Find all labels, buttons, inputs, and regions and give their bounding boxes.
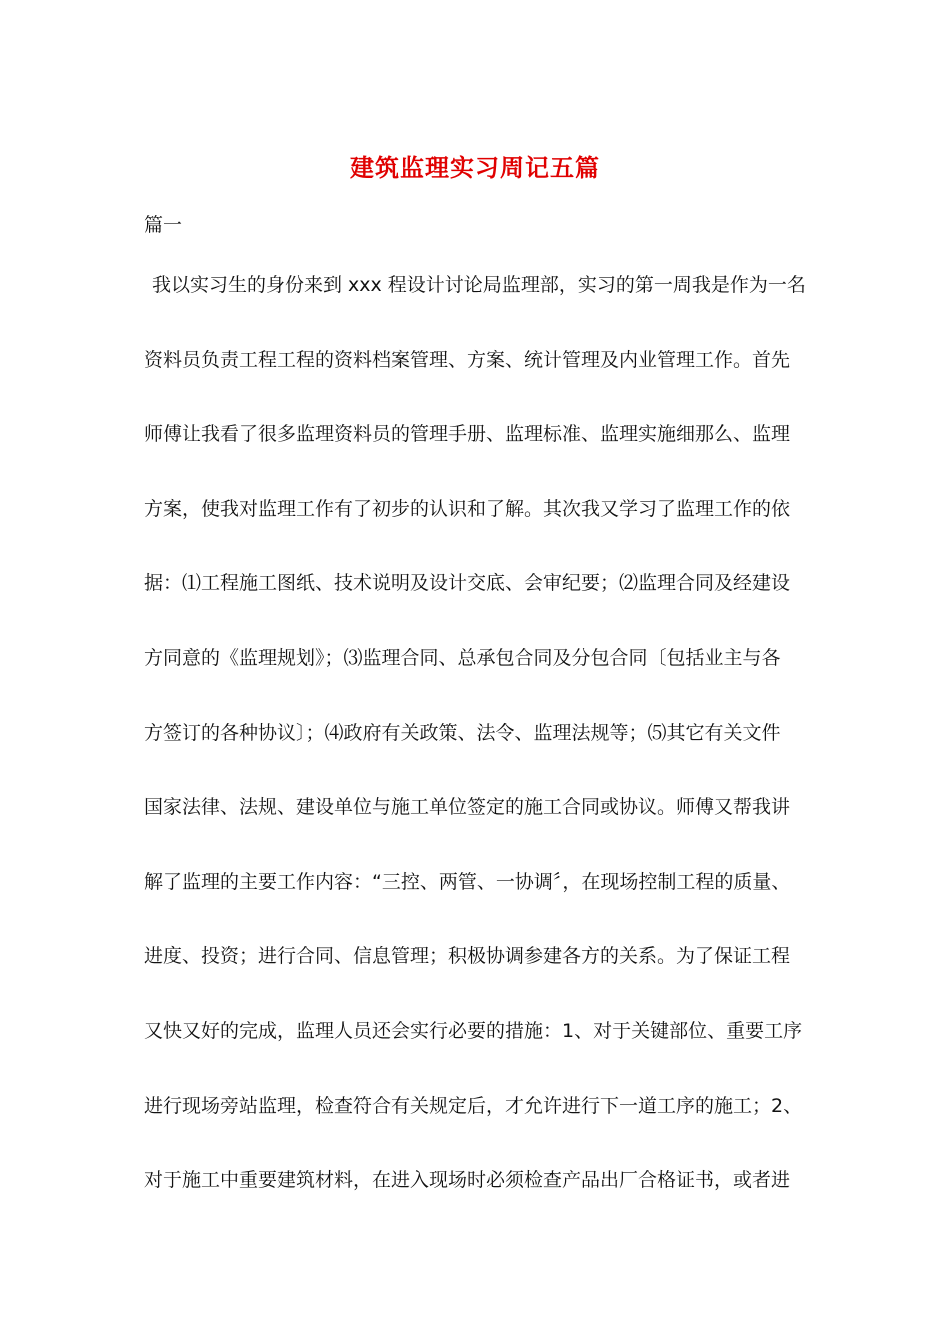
- body-line: 方案，使我对监理工作有了初步的认识和了解。其次我又学习了监理工作的依: [144, 497, 791, 520]
- document-title: 建筑监理实习周记五篇: [350, 153, 600, 182]
- body-paragraph: [144, 270, 814, 1240]
- body-line: 国家法律、法规、建设单位与施工单位签定的施工合同或协议。师傅又帮我讲: [144, 796, 791, 819]
- body-line: 进度、投资；进行合同、信息管理；积极协调参建各方的关系。为了保证工程: [144, 945, 791, 968]
- body-line: 方签订的各种协议〕；⑷政府有关政策、法令、监理法规等；⑸其它有关文件: [144, 721, 781, 744]
- body-line: 我以实习生的身份来到 xxx 程设计讨论局监理部，实习的第一周我是作为一名: [152, 274, 806, 296]
- body-line: 方同意的《监理规划》；⑶监理合同、总承包合同及分包合同〔包括业主与各: [144, 646, 781, 669]
- body-line: 资料员负责工程工程的资料档案管理、方案、统计管理及内业管理工作。首先: [144, 348, 791, 371]
- body-line: 进行现场旁站监理，检查符合有关规定后，才允许进行下一道工序的施工；2、: [144, 1094, 803, 1117]
- section-heading: 篇一: [144, 214, 183, 236]
- body-line: 对于施工中重要建筑材料，在进入现场时必须检查产品出厂合格证书，或者进: [144, 1169, 791, 1192]
- body-line: 解了监理的主要工作内容：“三控、两管、一协调〞，在现场控制工程的质量、: [144, 870, 791, 893]
- body-line: 据：⑴工程施工图纸、技术说明及设计交底、会审纪要；⑵监理合同及经建设: [144, 572, 791, 595]
- body-line: 又快又好的完成，监理人员还会实行必要的措施：1、对于关键部位、重要工序: [144, 1019, 803, 1042]
- body-line: 师傅让我看了很多监理资料员的管理手册、监理标准、监理实施细那么、监理: [144, 423, 791, 446]
